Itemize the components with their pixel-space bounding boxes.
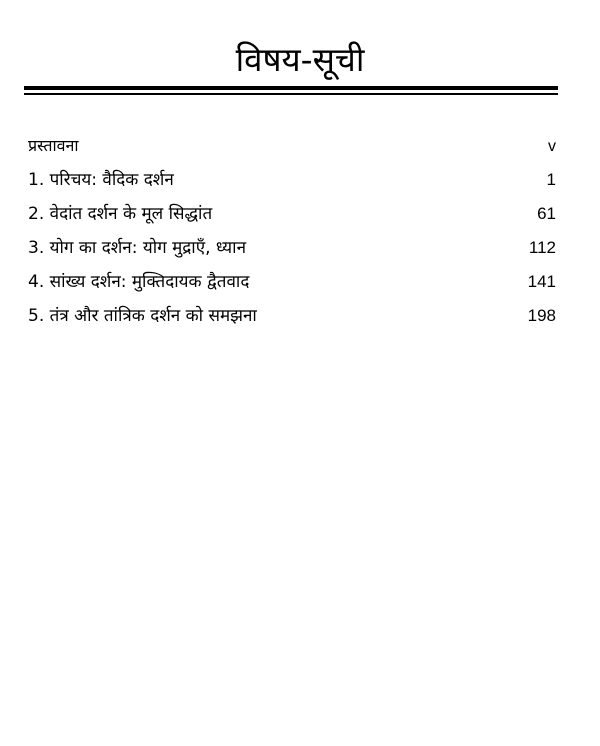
toc-entry-page: 61: [537, 204, 556, 223]
toc-entry-page: 112: [528, 238, 556, 257]
toc-entry-page: 1: [546, 170, 556, 189]
toc-entry-label: 1. परिचय: वैदिक दर्शन: [28, 170, 174, 190]
title-divider-thin: [24, 93, 558, 95]
title-divider-thick: [24, 86, 558, 90]
toc-entry-label: 4. सांख्य दर्शन: मुक्तिदायक द्वैतवाद: [28, 272, 250, 292]
toc-entry-page: 141: [527, 272, 556, 291]
toc-entry-label: 3. योग का दर्शन: योग मुद्राएँ, ध्यान: [28, 238, 247, 258]
toc-entry-label: प्रस्तावना: [28, 136, 79, 155]
toc-entry-chapter-2: [28, 197, 556, 231]
toc-entry-chapter-5: [28, 299, 556, 333]
toc-entry-page: v: [548, 138, 556, 155]
toc-entry-label: 5. तंत्र और तांत्रिक दर्शन को समझना: [28, 306, 257, 326]
toc-entry-label: 2. वेदांत दर्शन के मूल सिद्धांत: [28, 204, 213, 224]
page-title: विषय-सूची: [235, 40, 365, 79]
toc-entry-preface: [28, 129, 556, 163]
toc-entry-chapter-1: [28, 163, 556, 197]
table-of-contents: [28, 129, 556, 333]
toc-entry-chapter-3: [28, 231, 556, 265]
toc-entry-chapter-4: [28, 265, 556, 299]
toc-entry-page: 198: [527, 306, 556, 325]
